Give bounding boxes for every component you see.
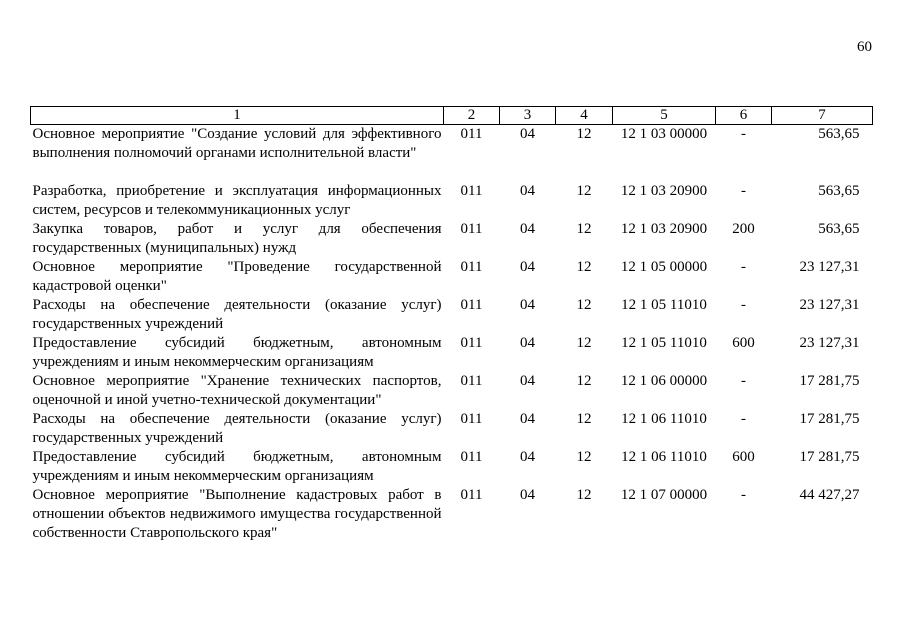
row-ministry: 011 — [460, 126, 483, 142]
table-row — [31, 258, 873, 296]
row-target: 12 1 05 11010 — [621, 297, 707, 313]
row-section: 04 — [520, 183, 535, 199]
row-section: 04 — [520, 259, 535, 275]
row-target: 12 1 03 20900 — [620, 221, 708, 237]
row-expense-type: - — [741, 373, 746, 389]
row-target: 12 1 05 11010 — [621, 335, 707, 351]
row-name: Предоставление субсидий бюджетным, автономным учреждениям и иным некоммерческим организациям — [32, 449, 442, 484]
table-row — [31, 182, 873, 220]
row-amount: 23 127,31 — [799, 297, 860, 313]
row-section: 04 — [520, 335, 535, 351]
header-col-6: 6 — [716, 107, 772, 125]
row-expense-type: 600 — [732, 449, 755, 465]
header-col-5: 5 — [613, 107, 716, 125]
row-target: 12 1 06 11010 — [621, 449, 707, 465]
header-col-7: 7 — [772, 107, 873, 125]
row-amount: 17 281,75 — [799, 373, 860, 389]
row-ministry: 011 — [460, 487, 483, 503]
row-amount: 23 127,31 — [799, 259, 860, 275]
row-name: Основное мероприятие "Проведение государственной кадастровой оценки" — [32, 259, 442, 294]
row-amount: 44 427,27 — [799, 487, 860, 503]
row-expense-type: 200 — [732, 221, 755, 237]
budget-table — [30, 106, 873, 543]
row-expense-type: - — [741, 259, 746, 275]
row-ministry: 011 — [460, 297, 483, 313]
header-col-3: 3 — [500, 107, 556, 125]
row-ministry: 011 — [460, 259, 483, 275]
row-subsection: 12 — [576, 449, 592, 465]
row-section: 04 — [520, 126, 535, 142]
row-subsection: 12 — [576, 297, 592, 313]
row-expense-type: - — [741, 183, 746, 199]
header-col-1: 1 — [31, 107, 444, 125]
row-target: 12 1 06 00000 — [620, 373, 708, 389]
row-subsection: 12 — [576, 259, 592, 275]
row-expense-type: - — [741, 487, 746, 503]
row-subsection: 12 — [576, 126, 592, 142]
row-name: Основное мероприятие "Хранение технических паспортов, оценочной и иной учетно-технической документации" — [32, 373, 442, 408]
row-target: 12 1 07 00000 — [620, 487, 708, 503]
row-name: Разработка, приобретение и эксплуатация информационных систем, ресурсов и телекоммуникационных услуг — [32, 183, 442, 218]
row-ministry: 011 — [460, 373, 483, 389]
table-row — [31, 372, 873, 410]
row-target: 12 1 03 00000 — [620, 126, 708, 142]
header-col-2: 2 — [444, 107, 500, 125]
header-col-4: 4 — [556, 107, 613, 125]
table-row — [31, 410, 873, 448]
row-expense-type: - — [741, 126, 746, 142]
row-ministry: 011 — [460, 221, 483, 237]
page-number: 60 — [857, 39, 872, 55]
row-target: 12 1 06 11010 — [621, 411, 707, 427]
row-name: Расходы на обеспечение деятельности (оказание услуг) государственных учреждений — [32, 411, 442, 446]
row-amount: 17 281,75 — [799, 411, 860, 427]
row-ministry: 011 — [460, 449, 483, 465]
row-ministry: 011 — [460, 183, 483, 199]
row-name: Закупка товаров, работ и услуг для обеспечения государственных (муниципальных) нужд — [32, 221, 442, 256]
table-row — [31, 486, 873, 543]
row-amount: 563,65 — [818, 183, 860, 199]
row-ministry: 011 — [460, 335, 483, 351]
row-ministry: 011 — [460, 411, 483, 427]
row-section: 04 — [520, 221, 535, 237]
row-subsection: 12 — [576, 335, 592, 351]
row-subsection: 12 — [576, 411, 592, 427]
row-expense-type: - — [741, 411, 746, 427]
table-row — [31, 125, 873, 183]
row-name: Расходы на обеспечение деятельности (оказание услуг) государственных учреждений — [32, 297, 442, 332]
table-header-row — [31, 107, 873, 125]
row-subsection: 12 — [576, 373, 592, 389]
table-row — [31, 448, 873, 486]
row-amount: 23 127,31 — [799, 335, 860, 351]
row-name: Основное мероприятие "Создание условий для эффективного выполнения полномочий органами исполнительной власти" — [32, 126, 442, 161]
row-amount: 563,65 — [818, 126, 860, 142]
row-section: 04 — [520, 373, 535, 389]
row-expense-type: 600 — [732, 335, 755, 351]
table-row — [31, 296, 873, 334]
row-section: 04 — [520, 487, 535, 503]
row-name: Предоставление субсидий бюджетным, автономным учреждениям и иным некоммерческим организациям — [32, 335, 442, 370]
row-section: 04 — [520, 411, 535, 427]
table-row — [31, 334, 873, 372]
row-name: Основное мероприятие "Выполнение кадастровых работ в отношении объектов недвижимого имущества государственной собственности Ставропольского края" — [32, 487, 442, 541]
row-expense-type: - — [741, 297, 746, 313]
row-amount: 17 281,75 — [799, 449, 860, 465]
table-row — [31, 220, 873, 258]
row-section: 04 — [520, 449, 535, 465]
row-subsection: 12 — [576, 221, 592, 237]
row-section: 04 — [520, 297, 535, 313]
row-target: 12 1 05 00000 — [620, 259, 708, 275]
row-amount: 563,65 — [818, 221, 860, 237]
row-target: 12 1 03 20900 — [620, 183, 708, 199]
row-subsection: 12 — [576, 487, 592, 503]
row-subsection: 12 — [576, 183, 592, 199]
